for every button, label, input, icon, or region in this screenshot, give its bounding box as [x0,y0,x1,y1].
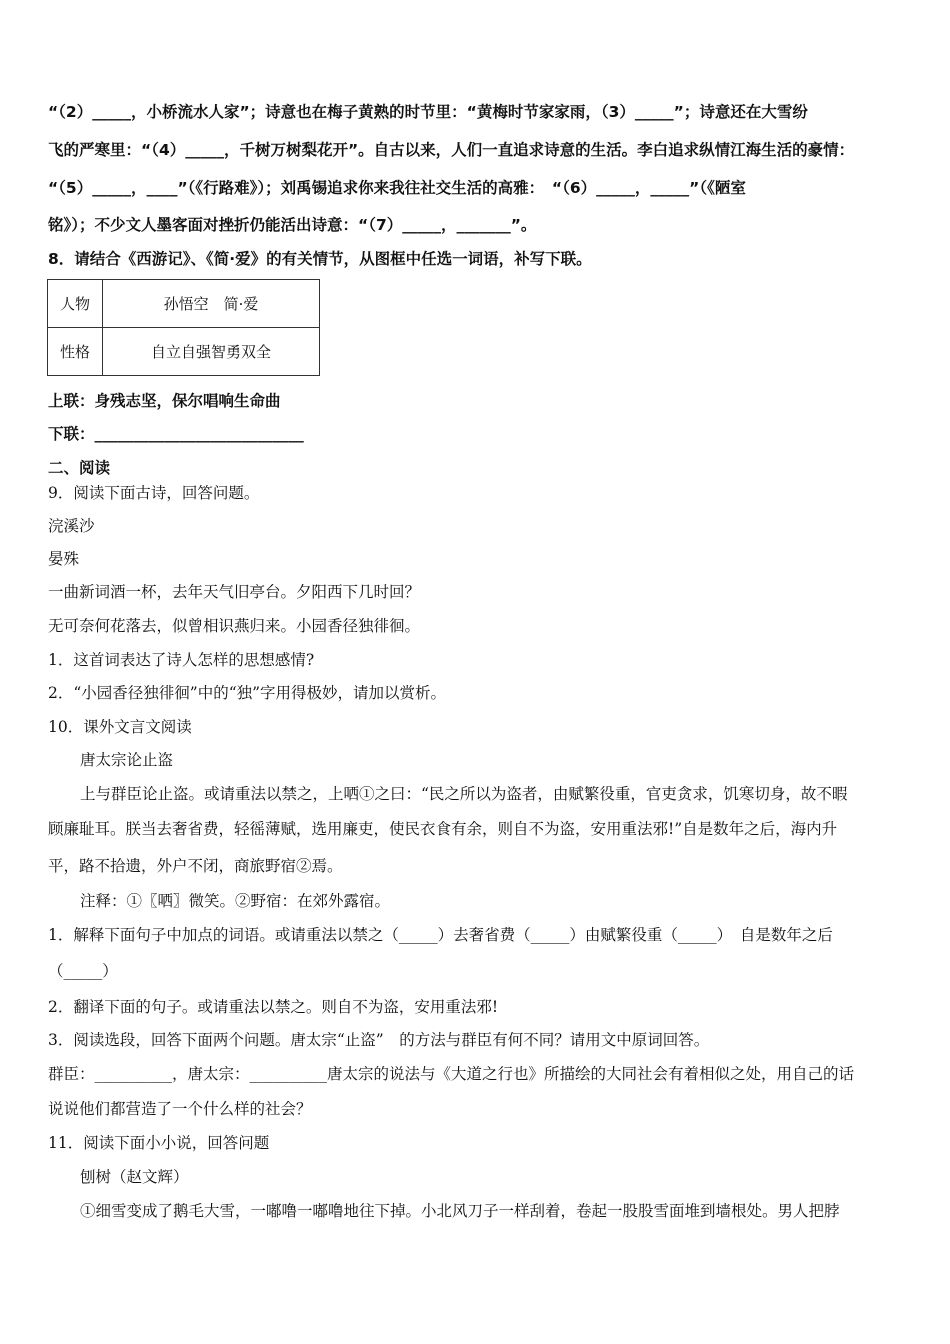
q10-sub-1: 1．解释下面句子中加点的词语。或请重法以禁之（_____）去奢省费（_____）由赋繁役重（_____） 自是数年之后 [48,926,833,944]
q10-title: 唐太宗论止盗 [80,751,174,769]
q7-line-2: 飞的严寒里：“（4）_____，千树万树梨花开”。自古以来，人们一直追求诗意的生活。李白追求纵情江海生活的豪情： [48,141,855,159]
character-trait-table [47,279,320,376]
q10-passage-line-1: 上与群臣论止盗。或请重法以禁之，上哂①之曰：“民之所以为盗者，由赋繁役重，官吏贪求，饥寒切身，故不暇 [80,785,848,803]
q10-note: 注释：①〖哂〗微笑。②野宿：在郊外露宿。 [80,892,391,910]
q7-line-4: 铭》）；不少文人墨客面对挫折仍能活出诗意：“（7）_____，_______”。 [48,216,537,234]
q11-prompt: 11．阅读下面小小说，回答问题 [48,1134,270,1152]
table-value-cell: 自立自强智勇双全 [103,328,320,376]
q9-sub-2: 2．“小园香径独徘徊”中的“独”字用得极妙，请加以赏析。 [48,684,447,702]
q10-sub-3-answer: 群臣：__________，唐太宗：__________唐太宗的说法与《大道之行也》所描绘的大同社会有着相似之处，用自己的话 [48,1065,855,1083]
q9-prompt: 9．阅读下面古诗，回答问题。 [48,484,260,502]
couplet-upper: 上联：身残志坚，保尔唱响生命曲 [48,392,281,410]
poem-author: 晏殊 [48,550,80,568]
table-value-cell: 孙悟空 简·爱 [103,280,320,328]
table-row [48,280,320,328]
q11-passage-line-1: ①细雪变成了鹅毛大雪，一嘟噜一嘟噜地往下掉。小北风刀子一样刮着，卷起一股股雪面堆到墙根处。男人把脖 [80,1202,840,1220]
q10-sub-3-question: 说说他们都营造了一个什么样的社会？ [48,1100,312,1118]
q8-prompt: 8．请结合《西游记》、《简·爱》的有关情节，从图框中任选一词语，补写下联。 [48,250,592,268]
section-title: 二、阅读 [48,459,111,477]
q7-line-1: “（2）_____，小桥流水人家”；诗意也在梅子黄熟的时节里：“黄梅时节家家雨，（3）_____”；诗意还在大雪纷 [48,103,808,121]
poem-verse-1: 一曲新词酒一杯，去年天气旧亭台。夕阳西下几时回？ [48,583,421,601]
q7-line-3: “（5）_____，____”（《行路难》）；刘禹锡追求你来我往社交生活的高雅： “（6）_____，_____”（《陋室 [48,179,746,197]
q10-sub-2: 2．翻译下面的句子。或请重法以禁之。则自不为盗，安用重法邪! [48,998,499,1016]
poem-title: 浣溪沙 [48,517,95,535]
q10-sub-3: 3．阅读选段，回答下面两个问题。唐太宗“止盗” 的方法与群臣有何不同？请用文中原词回答。 [48,1031,710,1049]
q10-sub-1-continued: （_____） [48,962,118,980]
couplet-lower: 下联：___________________________ [48,425,304,443]
q9-sub-1: 1．这首词表达了诗人怎样的思想感情? [48,651,315,669]
q10-passage-line-3: 平，路不拾遗，外户不闭，商旅野宿②焉。 [48,857,343,875]
table-header-cell: 性格 [48,328,103,376]
table-row [48,328,320,376]
q10-prompt: 10．课外文言文阅读 [48,718,192,736]
q11-title: 刨树（赵文辉） [80,1168,189,1186]
q10-passage-line-2: 顾廉耻耳。朕当去奢省费，轻徭薄赋，选用廉吏，使民衣食有余，则自不为盗，安用重法邪!”自是数年之后，海内升 [48,820,838,838]
table-header-cell: 人物 [48,280,103,328]
poem-verse-2: 无可奈何花落去，似曾相识燕归来。小园香径独徘徊。 [48,617,421,635]
